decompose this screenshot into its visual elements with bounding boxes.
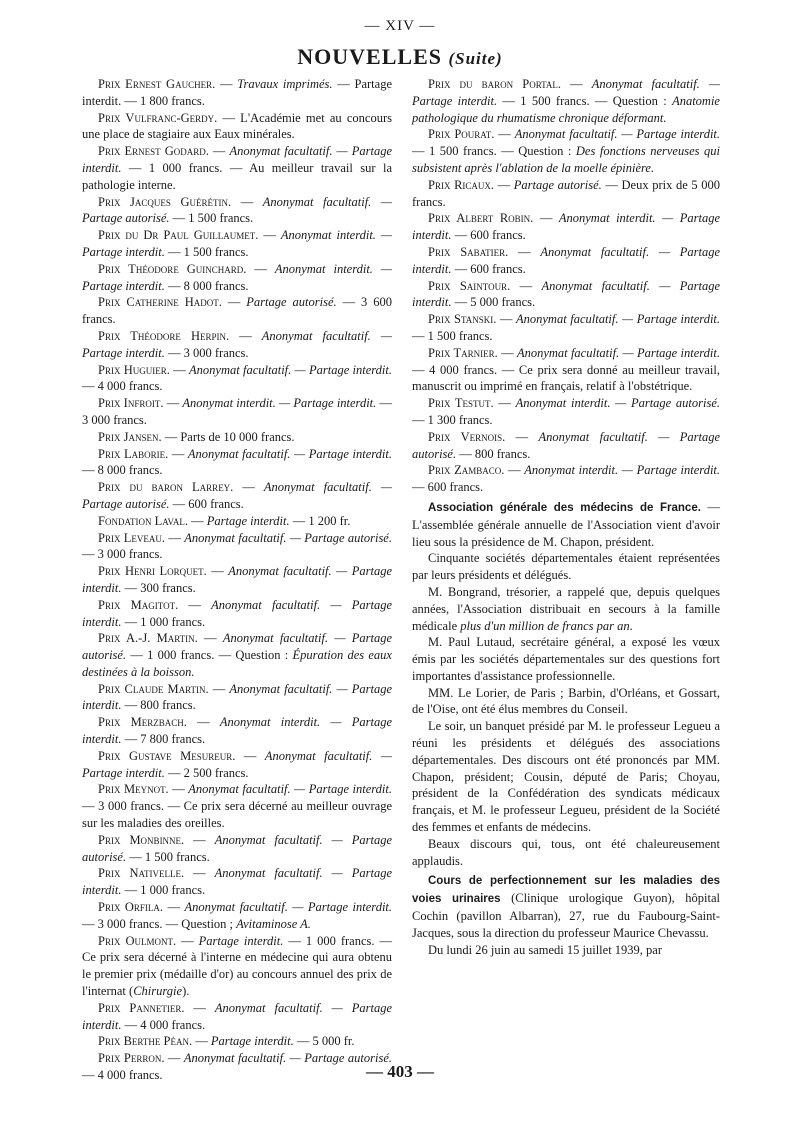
- prize-name: Prix Théodore Herpin.: [98, 328, 230, 343]
- paragraph-heading-bold: Association générale des médecins de France.: [428, 501, 701, 514]
- paragraph: [412, 210, 720, 244]
- prize-name: Prix du baron Larrey.: [98, 480, 234, 495]
- paragraph-heading-bold: Cours de perfectionnement sur les maladies des voies urinaires: [412, 875, 720, 906]
- text-run: — 1 500 francs.: [169, 211, 254, 226]
- prize-name: Prix Albert Robin.: [428, 211, 534, 226]
- italic-run: Chirurgie: [133, 984, 183, 999]
- paragraph: [412, 872, 720, 941]
- text-run: — 1 500 francs.: [126, 849, 210, 864]
- prize-name: Prix Henri Lorquet.: [98, 564, 207, 579]
- text-run: — 1 200 fr.: [289, 513, 351, 528]
- right-column: [412, 76, 720, 958]
- text-run: —: [184, 832, 215, 847]
- text-run: —: [246, 261, 275, 276]
- italic-run: Anonymat facultatif. — Partage interdit.: [187, 446, 392, 461]
- text-run: —: [215, 77, 238, 91]
- prize-name: Prix Vernois.: [428, 429, 506, 444]
- text-run: —: [508, 244, 541, 259]
- text-run: —: [163, 900, 185, 915]
- italic-run: Anonymat facultatif. — Partage autorisé.: [82, 832, 393, 864]
- italic-run: Anonymat facultatif. — Partage autorisé.: [412, 429, 720, 461]
- italic-run: Avitaminose A.: [236, 916, 311, 931]
- text-run: M. Bongrand, trésorier, a rappelé que, depuis quelques années, l'Association distribuait en secours à la famille médicale: [412, 584, 720, 633]
- italic-run: Anonymat facultatif. — Partage interdit.: [82, 866, 393, 898]
- text-run: — 600 francs.: [451, 228, 526, 243]
- text-run: — 1 300 francs.: [412, 412, 493, 427]
- paragraph: [82, 76, 392, 110]
- prize-name: Prix Meynot.: [98, 782, 169, 797]
- text-run: —: [168, 782, 189, 797]
- paragraph: [82, 563, 392, 597]
- text-run: —: [505, 429, 539, 444]
- text-run: —: [165, 530, 185, 545]
- text-run: —: [494, 177, 514, 192]
- italic-run: Anonymat facultatif. — Partage interdit.: [514, 127, 721, 142]
- prize-name: Prix Théodore Guinchard.: [98, 261, 247, 276]
- text-run: —: [496, 312, 516, 327]
- prize-name: Prix Saintour.: [428, 278, 511, 293]
- italic-run: Anonymat facultatif. — Partage interdit.: [82, 681, 392, 713]
- prize-name: Prix Sabatier.: [428, 244, 509, 259]
- text-run: — L'assemblée générale annuelle de l'Association vient d'avoir lieu sous la présidence de M. Chapon, président.: [412, 499, 720, 549]
- text-run: — 600 francs.: [169, 496, 244, 511]
- text-run: —: [184, 1000, 215, 1015]
- paragraph: [412, 429, 720, 463]
- text-run: — 3 000 francs.: [164, 345, 249, 360]
- text-run: —: [206, 564, 229, 579]
- paragraph: [82, 1000, 392, 1034]
- text-run: — 1 500 francs. — Question :: [412, 144, 576, 159]
- prize-name: Prix Claude Martin.: [98, 681, 209, 696]
- paragraph: [412, 76, 720, 126]
- text-run: .: [629, 618, 633, 633]
- prize-name: Prix Perron.: [98, 1051, 165, 1066]
- italic-run: Partage autorisé.: [513, 177, 602, 192]
- italic-run: Anonymat facultatif. — Partage interdit.: [82, 328, 392, 360]
- text-run: —: [186, 715, 220, 730]
- prize-name: Prix Oulmont.: [98, 933, 177, 948]
- left-column: [82, 76, 392, 1084]
- paragraph: [82, 513, 392, 530]
- paragraph: [412, 395, 720, 429]
- page-number: — 403 —: [366, 1062, 434, 1081]
- paragraph: [412, 584, 720, 634]
- text-run: ).: [182, 984, 190, 999]
- text-run: — 1 500 francs.: [164, 244, 249, 259]
- italic-run: Anonymat facultatif. — Partage interdit.: [82, 144, 392, 175]
- prize-name: Prix Testut.: [428, 396, 494, 411]
- text-run: —: [168, 446, 188, 461]
- page-roman-numeral: — XIV —: [364, 18, 436, 34]
- prize-name: Prix Ernest Gaucher.: [98, 77, 216, 91]
- paragraph: [82, 899, 392, 933]
- text-run: — 1 000 francs.: [121, 614, 206, 629]
- italic-run: Anonymat facultatif. — Partage interdit.: [412, 244, 721, 276]
- text-run: Beaux discours qui, tous, ont été chaleureusement applaudis.: [412, 836, 720, 868]
- text-run: —: [169, 362, 190, 377]
- text-run: —: [561, 77, 592, 91]
- text-run: — 600 francs.: [451, 261, 526, 276]
- text-run: — 1 000 francs.: [121, 883, 206, 898]
- paragraph: [82, 1033, 392, 1050]
- prize-name: Prix Ricaux.: [428, 177, 495, 192]
- italic-run: Anonymat facultatif. — Partage interdit.: [82, 564, 392, 595]
- prize-name: Prix Leveau.: [98, 530, 166, 545]
- prize-name: Prix Laborie.: [98, 446, 169, 461]
- italic-run: Des fonctions nerveuses qui subsistent après l'ablation de la moelle épinière.: [412, 144, 720, 175]
- paragraph: [412, 718, 720, 836]
- italic-run: Anonymat interdit. — Partage autorisé.: [515, 396, 721, 411]
- italic-run: Anonymat interdit. — Partage interdit.: [182, 396, 377, 411]
- text-run: — 1 000 francs. — Question :: [126, 648, 293, 663]
- text-run: — 1 500 francs. — Question :: [497, 93, 673, 108]
- text-run: —: [258, 228, 281, 243]
- text-run: — 3 000 francs. — Ce prix sera décerné au meilleur ouvrage sur les maladies des oreilles.: [82, 799, 392, 831]
- italic-run: Anonymat facultatif. — Partage interdit.: [82, 597, 392, 629]
- paragraph: [82, 714, 392, 748]
- paragraph: [412, 499, 720, 550]
- text-run: —: [504, 463, 525, 478]
- italic-run: Anonymat facultatif. — Partage autorisé.: [184, 530, 392, 545]
- prize-name: Fondation Laval.: [98, 513, 189, 528]
- text-run: — 4 000 francs.: [82, 1068, 163, 1083]
- text-run: — 5 000 fr.: [293, 1034, 355, 1049]
- text-run: — 300 francs.: [121, 580, 196, 595]
- prize-name: Prix Monbinne.: [98, 832, 185, 847]
- text-run: —: [533, 211, 559, 226]
- italic-run: Partage interdit.: [206, 513, 290, 528]
- text-run: —: [510, 278, 542, 293]
- prize-name: Prix A.-J. Martin.: [98, 631, 198, 646]
- paragraph: [82, 429, 392, 446]
- paragraph: [82, 530, 392, 564]
- text-run: — 1 500 francs.: [412, 328, 493, 343]
- italic-run: Anonymat interdit. — Partage interdit.: [82, 228, 393, 259]
- italic-run: Anonymat facultatif. — Partage interdit.: [412, 278, 720, 310]
- paragraph: [82, 597, 392, 631]
- text-run: —: [231, 194, 263, 209]
- italic-run: Partage interdit.: [210, 1034, 294, 1049]
- text-run: —: [497, 345, 517, 360]
- italic-run: Anonymat interdit. — Partage interdit.: [82, 715, 392, 747]
- italic-run: Anonymat interdit. — Partage interdit.: [524, 463, 721, 478]
- prize-name: Prix Orfila.: [98, 900, 164, 915]
- text-run: — Partage interdit. — 1 800 francs.: [82, 77, 392, 108]
- paragraph: [412, 462, 720, 496]
- italic-run: Anonymat facultatif. — Partage interdit.: [516, 312, 721, 327]
- italic-run: Anonymat interdit. — Partage interdit.: [412, 211, 720, 243]
- text-run: —: [221, 295, 247, 310]
- text-run: —: [229, 328, 262, 343]
- text-run: — 8 000 francs.: [164, 278, 249, 293]
- paragraph: [412, 311, 720, 345]
- paragraph: [82, 261, 392, 295]
- paragraph: [412, 685, 720, 719]
- paragraph: [82, 294, 392, 328]
- paragraph: [82, 227, 392, 261]
- paragraph: [82, 781, 392, 831]
- text-run: — 7 800 francs.: [121, 732, 206, 747]
- italic-run: Anonymat facultatif. — Partage autorisé.: [183, 1051, 393, 1066]
- paragraph: [82, 933, 392, 1000]
- prize-name: Prix Catherine Hadot.: [98, 295, 222, 310]
- section-title: [0, 44, 800, 70]
- section-title-text: NOUVELLES: [297, 44, 442, 69]
- paragraph: [82, 110, 392, 144]
- text-run: —: [164, 1051, 184, 1066]
- text-run: — 800 francs.: [456, 446, 531, 461]
- text-run: — 3 000 francs.: [82, 547, 163, 562]
- paragraph: [412, 836, 720, 870]
- text-run: — 2 500 francs.: [164, 765, 249, 780]
- paragraph: [412, 634, 720, 684]
- text-run: —: [176, 933, 199, 948]
- text-run: —: [184, 866, 215, 881]
- text-run: — 3 000 francs.: [82, 396, 392, 427]
- paragraph: [82, 748, 392, 782]
- paragraph: [82, 832, 392, 866]
- prize-name: Prix Huguier.: [98, 362, 170, 377]
- paragraph: [412, 244, 720, 278]
- text-run: — 3 600 francs.: [82, 295, 393, 327]
- prize-name: Prix Zambaco.: [428, 463, 505, 478]
- italic-run: Anonymat facultatif. — Partage interdit.: [516, 345, 721, 360]
- text-run: —: [235, 748, 265, 763]
- text-run: —: [188, 513, 207, 528]
- text-run: —: [163, 396, 183, 411]
- text-run: — Deux prix de 5 000 francs.: [412, 177, 721, 209]
- paragraph: [412, 126, 720, 176]
- paragraph: [82, 143, 392, 193]
- text-run: (Clinique urologique Guyon), hôpital Cochin (pavillon Albarran), 27, rue du Faubourg-Saint-Jacques, sous la direction du professeur Maurice Chevassu.: [412, 891, 720, 940]
- text-run: —: [493, 396, 516, 411]
- section-title-suffix: (Suite): [448, 49, 503, 68]
- italic-run: Anonymat facultatif. — Partage autorisé.: [82, 194, 392, 226]
- prize-name: Prix du Dr Paul Guillaumet.: [98, 228, 259, 243]
- italic-run: Anonymat facultatif. — Partage interdit.: [188, 782, 393, 797]
- prize-name: Prix Merzbach.: [98, 715, 187, 730]
- paragraph: [412, 177, 720, 211]
- prize-name: Prix Tarnier.: [428, 345, 498, 360]
- prize-name: Prix Ernest Godard.: [98, 144, 209, 159]
- italic-run: Anonymat facultatif. — Partage interdit.: [412, 77, 720, 108]
- text-run: Le soir, un banquet présidé par M. le professeur Legueu a réuni les présidents et délégués des associations départementales. Des discours ont été prononcés par MM. Chapon, président; Cousin, député de Paris; Choyau, président de la Confédération des syndicats médicaux français, et M. le professeur Legueu, président de la Société des femmes et enfants de médecins.: [412, 719, 720, 835]
- prize-name: Prix Stanski.: [428, 312, 497, 327]
- prize-name: Prix Berthe Péan.: [98, 1034, 193, 1049]
- prize-name: Prix Vulfranc-Gerdy.: [98, 110, 218, 125]
- paragraph: [412, 345, 720, 395]
- italic-run: plus d'un million de francs par an: [460, 618, 630, 633]
- italic-run: Partage autorisé.: [246, 295, 337, 310]
- text-run: M. Paul Lutaud, secrétaire général, a exposé les vœux émis par les sociétés départementales sur des questions fort importantes d'assistance professionnelle.: [412, 635, 720, 683]
- text-run: — 8 000 francs.: [82, 463, 163, 478]
- italic-run: Anonymat facultatif. — Partage autorisé.: [82, 480, 392, 511]
- italic-run: Anatomie pathologique du rhumatisme chronique déformant.: [412, 93, 720, 125]
- italic-run: Épuration des eaux destinées à la boisson.: [82, 648, 392, 679]
- prize-name: Prix Jansen.: [98, 429, 162, 444]
- italic-run: Anonymat facultatif. — Partage interdit.: [82, 748, 392, 780]
- paragraph: [412, 550, 720, 584]
- text-run: —: [208, 681, 230, 696]
- text-run: —: [494, 127, 515, 142]
- text-run: — 1 000 francs. — Ce prix sera décerné à l'interne en médecine qui aura obtenu le premier prix (médaille d'or) au concours annuel des prix de l'internat (: [82, 933, 392, 999]
- italic-run: Anonymat interdit. — Partage interdit.: [82, 261, 392, 293]
- text-run: — L'Académie met au concours une place de stagiaire aux Eaux minérales.: [82, 110, 393, 142]
- paragraph: [82, 479, 392, 513]
- prize-name: Prix Pourat.: [428, 127, 495, 142]
- italic-run: Partage interdit.: [198, 933, 284, 948]
- text-run: — Parts de 10 000 francs.: [161, 429, 295, 444]
- text-run: — 4 000 francs.: [82, 379, 163, 394]
- text-run: — 4 000 francs. — Ce prix sera donné au meilleur travail, manuscrit ou imprimé en français, relatif à l'obstétrique.: [412, 362, 720, 394]
- paragraph: [82, 446, 392, 480]
- prize-name: Prix Nativelle.: [98, 866, 185, 881]
- paragraph: [82, 328, 392, 362]
- text-run: —: [208, 144, 230, 159]
- text-run: — 3 000 francs. — Question ;: [82, 916, 237, 931]
- text-run: Du lundi 26 juin au samedi 15 juillet 1939, par: [428, 942, 662, 957]
- text-run: — 800 francs.: [121, 698, 196, 713]
- text-run: Cinquante sociétés départementales étaient représentées par leurs présidents et délégués.: [412, 551, 720, 583]
- paragraph: [82, 865, 392, 899]
- italic-run: Anonymat facultatif. — Partage interdit.: [82, 1000, 392, 1032]
- text-run: —: [178, 597, 212, 612]
- italic-run: Anonymat facultatif. — Partage interdit.: [184, 900, 393, 915]
- prize-name: Prix Magitot.: [98, 597, 179, 612]
- prize-name: Prix Pannetier.: [98, 1000, 185, 1015]
- paragraph: [412, 942, 720, 959]
- text-run: — 4 000 francs.: [121, 1017, 206, 1032]
- text-run: —: [233, 480, 264, 495]
- italic-run: Travaux imprimés.: [237, 77, 333, 91]
- prize-name: Prix Jacques Guérétin.: [98, 194, 232, 209]
- text-run: —: [192, 1034, 211, 1049]
- italic-run: Anonymat facultatif. — Partage interdit.: [189, 362, 393, 377]
- paragraph: [82, 194, 392, 228]
- paragraph: [82, 630, 392, 680]
- paragraph: [82, 395, 392, 429]
- paragraph: [412, 278, 720, 312]
- text-run: — 5 000 francs.: [451, 295, 536, 310]
- text-run: — 1 000 francs. — Au meilleur travail sur la pathologie interne.: [82, 160, 392, 192]
- text-run: —: [197, 631, 223, 646]
- text-run: MM. Le Lorier, de Paris ; Barbin, d'Orléans, et Gossart, de l'Oise, ont été élus membres du Conseil.: [412, 685, 720, 717]
- prize-name: Prix Infroit.: [98, 396, 164, 411]
- text-run: — 600 francs.: [412, 480, 484, 495]
- prize-name: Prix Gustave Mesureur.: [98, 748, 236, 763]
- paragraph: [82, 681, 392, 715]
- italic-run: Anonymat facultatif. — Partage autorisé.: [82, 631, 392, 663]
- paragraph: [82, 362, 392, 396]
- prize-name: Prix du baron Portal.: [428, 77, 562, 91]
